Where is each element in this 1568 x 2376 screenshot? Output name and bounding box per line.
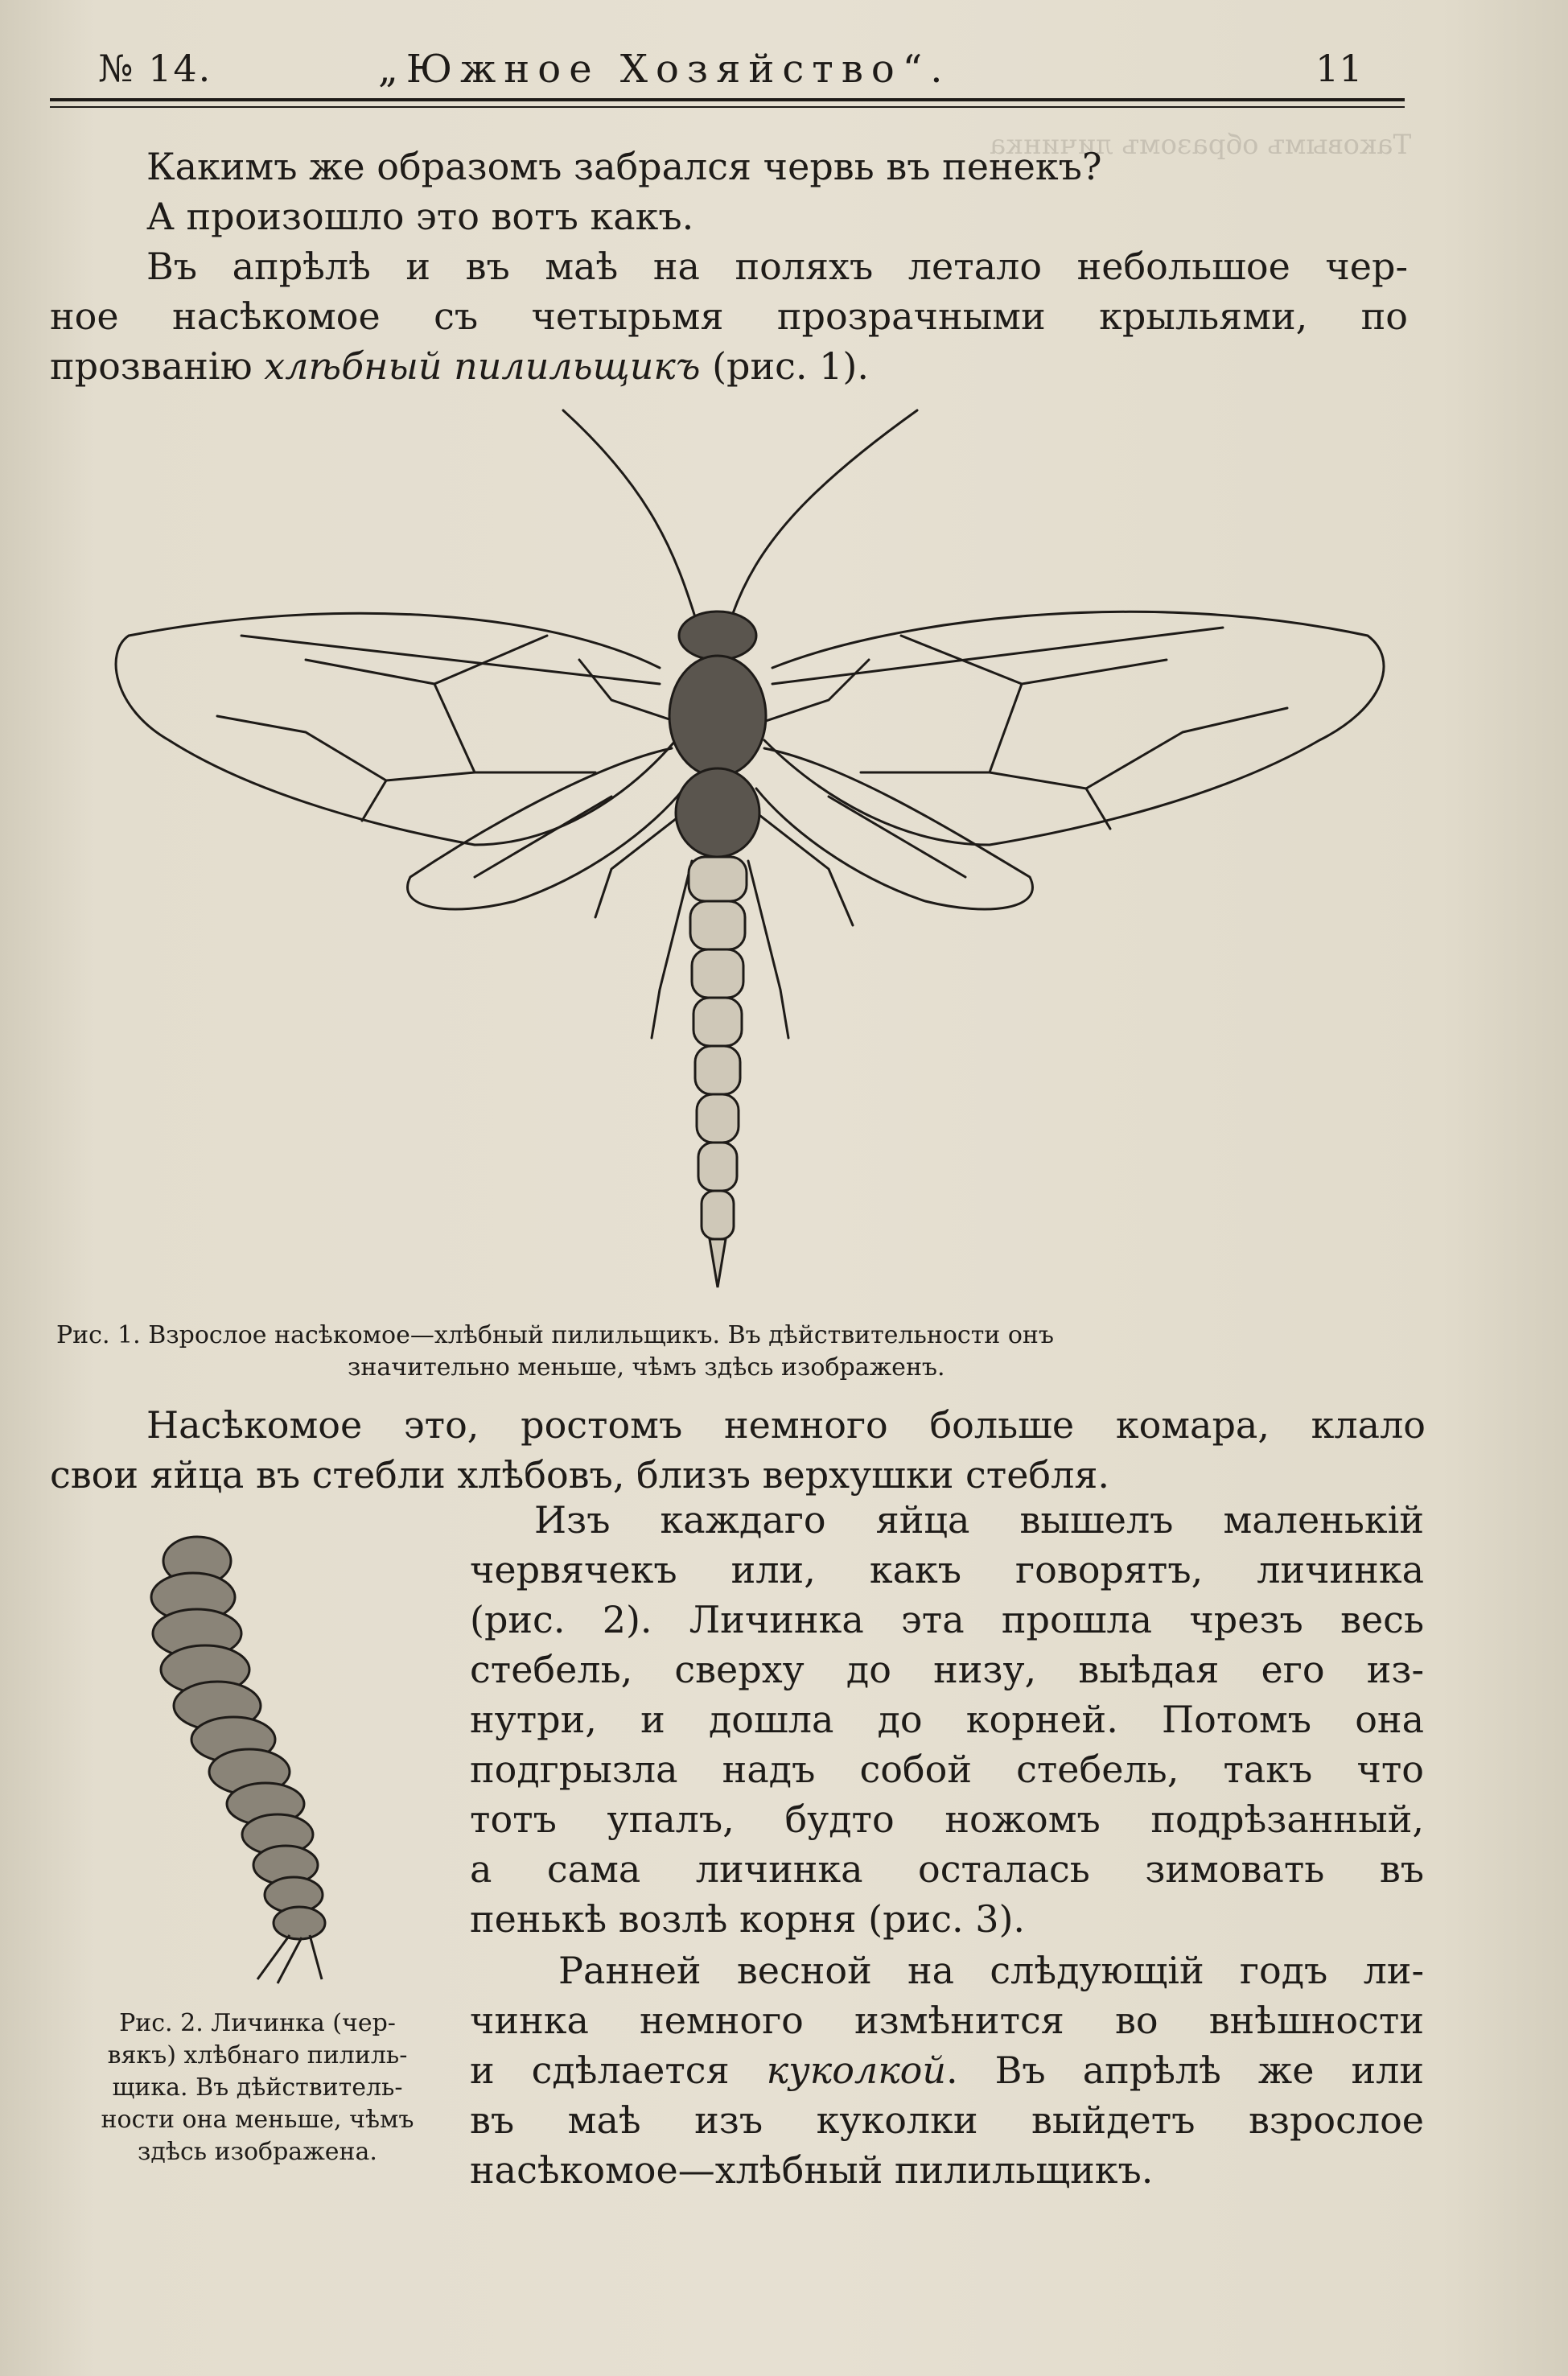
species-name: хлѣбный пилильщикъ	[264, 344, 701, 388]
caption-line: щика. Въ дѣйствитель-	[112, 2073, 403, 2102]
paragraph-3	[470, 1495, 1424, 1944]
text-line: Изъ каждаго яйца вышелъ маленькій	[534, 1498, 1424, 1542]
page-number: 11	[1315, 47, 1363, 90]
caption-line: значительно меньше, чѣмъ здѣсь изображенъ.	[348, 1353, 945, 1382]
journal-title: „Южное Хозяйство“.	[378, 47, 951, 92]
text-line: насѣкомое—хлѣбный пилильщикъ.	[470, 2148, 1154, 2192]
issue-number: № 14.	[98, 47, 212, 90]
intro-paragraph	[146, 142, 1353, 191]
text-line: (рис. 2). Личинка эта прошла чрезъ весь	[470, 1598, 1424, 1641]
text-line: червячекъ или, какъ говорятъ, личинка	[470, 1548, 1424, 1592]
text-line: тотъ упалъ, будто ножомъ подрѣзанный,	[470, 1797, 1424, 1841]
figure-1-caption	[50, 1320, 1418, 1384]
paragraph-2	[50, 1400, 1426, 1500]
caption-line: здѣсь изображена.	[138, 2138, 377, 2166]
header-rule	[50, 98, 1405, 101]
paragraph-4	[470, 1946, 1424, 2195]
header-rule-thin	[50, 106, 1405, 108]
page-header	[48, 47, 1408, 103]
text-line: нутри, и дошла до корней. Потомъ она	[470, 1698, 1424, 1741]
caption-line: вякъ) хлѣбнаго пилиль-	[107, 2041, 408, 2069]
caption-line: Рис. 2. Личинка (чер-	[119, 2009, 396, 2037]
text-line: Ранней весной на слѣдующій годъ ли-	[558, 1949, 1424, 1992]
text-line: и сдѣлается куколкой. Въ апрѣлѣ же или	[470, 2049, 1425, 2092]
sawfly-illustration	[97, 394, 1416, 1312]
caption-line: ности она меньше, чѣмъ	[101, 2106, 414, 2134]
bleed-through-text: Таковымъ образомъ личинка	[990, 129, 1412, 161]
text-line: подгрызла надъ собой стебель, такъ что	[470, 1748, 1424, 1791]
text-line: Насѣкомое это, ростомъ немного больше комара, клало	[146, 1403, 1426, 1447]
caption-line: Рис. 1. Взрослое насѣкомое—хлѣбный пилильщикъ. Въ дѣйствительности онъ	[56, 1321, 1054, 1349]
text-line: въ маѣ изъ куколки выйдетъ взрослое	[470, 2098, 1424, 2142]
text-line: свои яйца въ стебли хлѣбовъ, близъ верхушки стебля.	[50, 1453, 1109, 1497]
figure-2-caption	[64, 2007, 451, 2168]
text-line: ное насѣкомое съ четырьмя прозрачными крыльями, по	[50, 294, 1408, 338]
intro-answer-block	[146, 191, 1353, 241]
larva-illustration	[113, 1529, 418, 1995]
intro-answer: А произошло это вотъ какъ.	[146, 195, 694, 238]
sawfly-paragraph	[50, 241, 1408, 391]
text-line: стебель, сверху до низу, выѣдая его из-	[470, 1648, 1424, 1691]
text-line: Въ апрѣлѣ и въ маѣ на поляхъ летало небольшое чер-	[146, 245, 1408, 288]
intro-question: Какимъ же образомъ забрался червь въ пенекъ?	[146, 145, 1102, 188]
text-line: а сама личинка осталась зимовать въ	[470, 1847, 1424, 1891]
text-line: чинка немного измѣнится во внѣшности	[470, 1999, 1424, 2042]
text-line: пенькѣ возлѣ корня (рис. 3).	[470, 1897, 1026, 1941]
pupa-term: куколкой	[766, 2049, 946, 2092]
text-line: прозванію хлѣбный пилильщикъ (рис. 1).	[50, 344, 869, 388]
